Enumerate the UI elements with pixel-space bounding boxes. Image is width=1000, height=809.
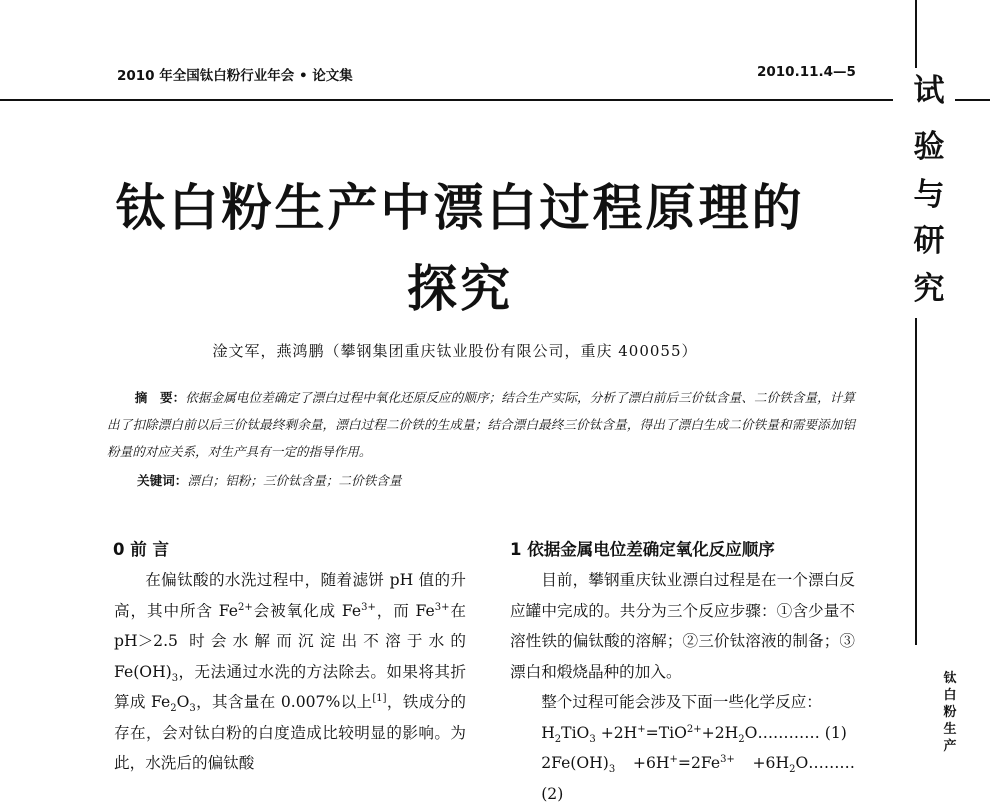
side-small-char-1: 钛: [943, 671, 957, 686]
side-small-char-5: 产: [943, 739, 957, 754]
section-1-heading: 1 依据金属电位差确定氧化反应顺序: [510, 540, 775, 559]
section-1-paragraph-2: 整个过程可能会涉及下面一些化学反应：: [541, 693, 822, 711]
side-small-char-3: 粉: [943, 705, 957, 720]
side-rule-stub: [955, 99, 990, 101]
section-1-paragraph-1: 目前，攀钢重庆钛业漂白过程是在一个漂白反应罐中完成的。共分为三个反应步骤：①含少量不溶性铁的偏钛酸的溶解；②三价钛溶液的制备；③漂白和煅烧晶种的加入。: [510, 571, 855, 681]
side-tab-char-4: 研: [913, 223, 945, 259]
side-small-char-2: 白: [943, 688, 957, 703]
header-date: 2010.11.4—5: [757, 64, 856, 80]
header-rule: [0, 99, 893, 101]
side-tab-char-5: 究: [913, 271, 945, 307]
keywords: [137, 470, 401, 489]
side-tab-char-2: 验: [913, 129, 945, 165]
paper-title-line-2: 探究: [407, 260, 513, 318]
side-tab-char-1: 试: [913, 73, 945, 109]
equation-2: $2Fe(OH)_3 +6H^+=2Fe^{3+}$ $+6H_2O\dots\dots\dots$ (2): [541, 753, 856, 803]
section-0-heading: 0 前 言: [113, 540, 169, 559]
side-vertical-line: [915, 318, 917, 645]
abstract: [107, 384, 855, 465]
author-affiliation: 淦文军，燕鸿鹏（攀钢集团重庆钛业股份有限公司，重庆 400055）: [212, 342, 698, 360]
keywords-label: 关键词：: [137, 473, 188, 488]
equation-1: $H_2TiO_3$ $+2H^+=TiO^{2+}+2H_2O\dots\dots\dots\dots$ (1): [541, 723, 847, 745]
abstract-text: 依据金属电位差确定了漂白过程中氧化还原反应的顺序；结合生产实际，分析了漂白前后三价钛含量、二价铁含量，计算出了扣除漂白前以后三价钛最终剩余量，漂白过程二价铁的生成量；结合漂白最终三价钛含量，得出了漂白生成二价铁量和需要添加铝粉量的对应关系，对生产具有一定的指导作用。: [107, 390, 856, 459]
keywords-text: 漂白；铝粉；三价钛含量；二价铁含量: [187, 473, 402, 488]
abstract-label: 摘 要：: [134, 390, 186, 405]
citation-ref[interactable]: [1]: [372, 692, 387, 704]
side-vertical-line-top: [915, 0, 917, 68]
side-tab-char-3: 与: [913, 177, 945, 213]
side-small-char-4: 生: [943, 722, 957, 737]
section-1-body: [510, 565, 855, 809]
paper-title-line-1: 钛白粉生产中漂白过程原理的: [115, 179, 805, 237]
header-proceedings-title: 2010 年全国钛白粉行业年会 • 论文集: [117, 68, 353, 84]
section-0-paragraph: 在偏钛酸的水洗过程中，随着滤饼 pH 值的升高，其中所含 $Fe^{2+}$会被氧化成 $Fe^{3+}$，而 $Fe^{3+}$在 pH＞2.5 时会水解而沉淀出不溶于水的 $Fe(OH)_3$，无法通过水洗的方法除去。如果将其折算成 $Fe_2O_3$，其含量在 0.007%以上[1]，铁成分的存在，会对钛白粉的白度造成比较明显的影响。为此，水洗后的偏钛酸: [114, 571, 467, 772]
